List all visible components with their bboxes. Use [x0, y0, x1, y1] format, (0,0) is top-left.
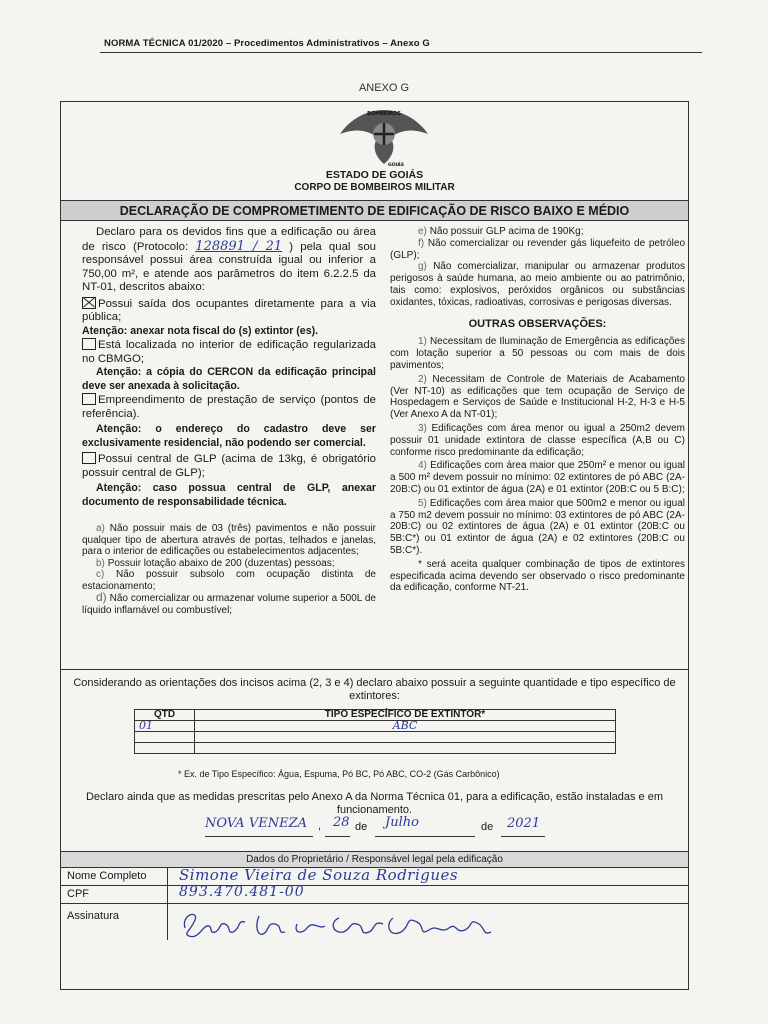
- obs-item: 5) Edificações com área maior que 500m2 e menor ou igual a 750 m2 devem possuir no mínimo: 03 extintores de pó ABC (2A-20B:C) ou 02 extintores de água (2A) e 01 extintor (20B:C ou 5B:C*) ou 01 extintor de água (2A) e 02 extintores (20B:C ou 5B:C*).: [390, 497, 685, 556]
- cell-qtd[interactable]: [135, 732, 195, 743]
- name-field[interactable]: Simone Vieira de Souza Rodrigues: [179, 866, 459, 884]
- list-item: d) Não comercializar ou armazenar volume superior a 500L de líquido inflamável ou combustível;: [82, 590, 376, 616]
- option-3-label: Empreendimento de prestação de serviço (pontos de referência).: [82, 394, 376, 420]
- header-divider: [100, 52, 702, 53]
- checkbox-option-1[interactable]: [82, 297, 96, 309]
- observations-title: OUTRAS OBSERVAÇÕES:: [468, 317, 607, 330]
- obs-item: 4) Edificações com área maior que 250m² e menor ou igual a 500 m² devem possuir no mínimo: 02 extintores de pó ABC (2A-20B:C) ou 01 extintor de água (2A) e 01 extintor (20B:C ou 5 B:C);: [390, 460, 685, 495]
- option-2: [82, 338, 376, 366]
- table-row: [135, 743, 616, 754]
- year-field[interactable]: 2021: [507, 816, 541, 831]
- attention-2: Atenção: a cópia do CERCON da edificação principal deve ser anexada à solicitação.: [82, 366, 376, 392]
- list-item: a) Não possuir mais de 03 (três) pavimentos e não possuir qualquer tipo de abertura através de portas, telhados e janelas, para o interior de edificações ou estabelecimentos adjacentes;: [82, 523, 376, 557]
- option-3: [82, 393, 376, 421]
- cell-tipo[interactable]: [195, 732, 616, 743]
- city-field[interactable]: NOVA VENEZA: [205, 816, 307, 831]
- attention-4: Atenção: caso possua central de GLP, anexar documento de responsabilidade técnica.: [82, 482, 376, 508]
- protocol-number[interactable]: 128891 / 21: [195, 238, 283, 254]
- signature-row: [61, 904, 688, 940]
- cpf-row: [61, 886, 688, 904]
- date-line: NOVA VENEZA , 28 de Julho de 2021: [205, 818, 565, 840]
- checkbox-option-3[interactable]: [82, 393, 96, 405]
- intro-text-a: Declaro para os devidos fins que a edificação ou área de risco (Protocolo:: [82, 226, 376, 253]
- obs-item: 3) Edificações com área menor ou igual a 250m2 devem possuir 01 unidade extintora de classe específica (A,B ou C) conforme risco predominante da edificação;: [390, 422, 685, 458]
- checkbox-option-2[interactable]: [82, 338, 96, 350]
- declaration-paragraph: Declaro ainda que as medidas prescritas pelo Anexo A da Norma Técnica 01, para a edificação, estão instaladas e em funcionamento.: [85, 791, 664, 816]
- list-item: e) Não possuir GLP acima de 190Kg;: [418, 226, 584, 237]
- option-4-label: Possui central de GLP (acima de 13kg, é obrigatório possuir central de GLP);: [82, 453, 376, 479]
- option-2-label: Está localizada no interior de edificação regularizada no CBMGO;: [82, 339, 376, 365]
- name-label: Nome Completo: [61, 868, 168, 885]
- checkbox-option-4[interactable]: [82, 452, 96, 464]
- document-title: DECLARAÇÃO DE COMPROMETIMENTO DE EDIFICAÇÃO DE RISCO BAIXO E MÉDIO: [61, 200, 688, 221]
- obs-item: 1) Necessitam de Iluminação de Emergência as edificações com lotação superior a 50 pessoas ou com mais de dois pavimentos;: [390, 336, 685, 371]
- extinguisher-table: [134, 709, 616, 754]
- date-de-2: de: [481, 821, 494, 833]
- option-1: [82, 297, 376, 325]
- intro-text-b: ) pela qual sou responsável possui área construída igual ou inferior a 750,00 m², e atende aos parâmetros do item 6.2.2.5 da NT-01, descritos abaixo:: [82, 240, 376, 293]
- cell-tipo[interactable]: ABC: [195, 721, 616, 732]
- list-item: g) Não comercializar, manipular ou armazenar produtos perigosos à saúde humana, ao meio ambiente ou ao patrimônio, tais como: explosivos, peróxidos orgânicos ou substâncias oxidantes, tóxicas, radioativas, corrosivas e perigosas diversas.: [390, 261, 685, 308]
- cpf-field[interactable]: 893.470.481-00: [179, 884, 305, 900]
- document-header: NORMA TÉCNICA 01/2020 – Procedimentos Administrativos – Anexo G: [104, 38, 430, 49]
- corps-name: CORPO DE BOMBEIROS MILITAR: [294, 182, 455, 193]
- date-de-1: de: [355, 821, 368, 833]
- table-row: [135, 721, 616, 732]
- option-4: [82, 452, 376, 480]
- list-item: f) Não comercializar ou revender gás liquefeito de petróleo (GLP);: [390, 237, 686, 261]
- header-tipo: TIPO ESPECÍFICO DE EXTINTOR*: [195, 710, 616, 721]
- left-column: [82, 226, 376, 616]
- obs-item: 2) Necessitam de Controle de Materiais de Acabamento (Ver NT-10) as edificações que tem ocupação de Serviço de Hospedagem e Serviços de Saúde e Institucional H-2, H-3 e H-5 (Ver Anexo A da NT-01);: [390, 373, 685, 421]
- intro-paragraph: [82, 226, 376, 295]
- cell-qtd[interactable]: 01: [135, 721, 195, 732]
- section-divider: [61, 669, 688, 670]
- extinguisher-note: * Ex. de Tipo Específico: Água, Espuma, Pó BC, Pó ABC, CO-2 (Gás Carbônico): [178, 769, 500, 779]
- owner-data-bar: Dados do Proprietário / Responsável legal pela edificação: [61, 851, 688, 868]
- considering-paragraph: Considerando as orientações dos incisos acima (2, 3 e 4) declaro abaixo possuir a seguinte quantidade e tipo específico de extintores:: [73, 677, 676, 702]
- month-field[interactable]: Julho: [385, 815, 419, 830]
- right-column: [390, 226, 685, 594]
- cell-qtd[interactable]: [135, 743, 195, 754]
- attention-1: Atenção: anexar nota fiscal do (s) extintor (es).: [82, 324, 319, 337]
- annex-label: ANEXO G: [358, 82, 410, 94]
- header-qtd: QTD: [135, 710, 195, 721]
- option-1-label: Possui saída dos ocupantes diretamente para a via pública;: [82, 297, 376, 323]
- cpf-label: CPF: [61, 886, 168, 903]
- day-field[interactable]: 28: [333, 815, 350, 830]
- state-name: ESTADO DE GOIÁS: [325, 169, 424, 181]
- list-item: c) Não possuir subsolo com ocupação distinta de estacionamento;: [82, 569, 376, 592]
- table-header-row: [135, 710, 616, 721]
- obs-item: * será aceita qualquer combinação de tipos de extintores especificada acima devendo ser observado o risco predominante da edificação, conforme NT-21.: [390, 558, 686, 594]
- attention-3: Atenção: o endereço do cadastro deve ser exclusivamente residencial, não podendo ser comercial.: [82, 423, 376, 449]
- emblem-bottom-text: GOIÁS: [388, 163, 404, 168]
- name-row: [61, 868, 688, 886]
- cell-tipo[interactable]: [195, 743, 616, 754]
- signature-label: Assinatura: [61, 904, 168, 940]
- fire-department-emblem-icon: [334, 104, 434, 168]
- list-item: b) Possuir lotação abaixo de 200 (duzentas) pessoas;: [96, 557, 335, 569]
- table-row: [135, 732, 616, 743]
- emblem-top-text: BOMBEIROS: [367, 111, 401, 117]
- signature-image[interactable]: [179, 904, 509, 944]
- left-items-list: [82, 523, 376, 616]
